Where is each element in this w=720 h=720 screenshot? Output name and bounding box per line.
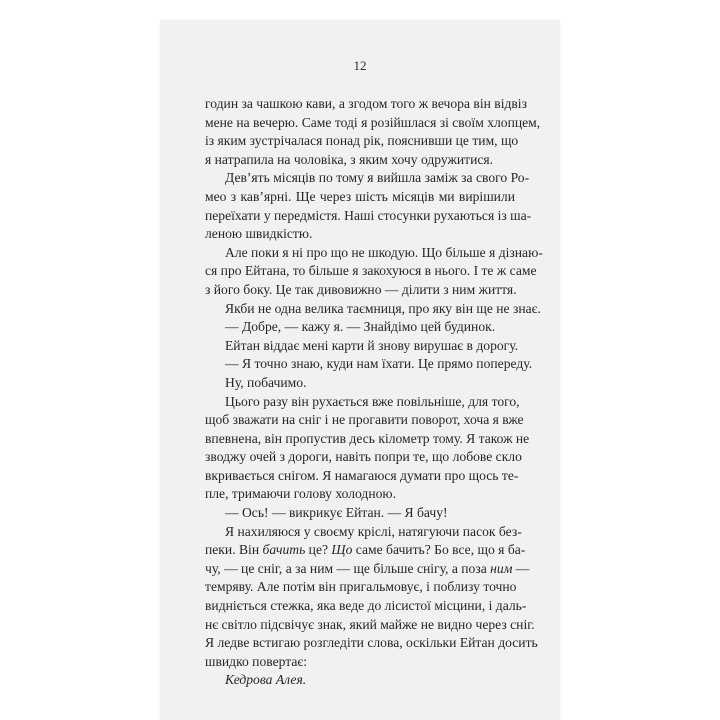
text-line: Цього разу він рухається вже повільніше, для того, xyxy=(225,393,520,409)
book-page xyxy=(160,20,560,720)
text-line: мене на вечерю. Саме тоді я розійшлася зі своїм хлопцем, xyxy=(205,114,541,130)
text-line: Я нахиляюся у своєму кріслі, натягуючи пасок без- xyxy=(225,523,522,539)
text-line: — Ось! — викрикує Ейтан. — Я бачу! xyxy=(225,505,448,521)
text-line: Але поки я ні про що не шкодую. Що більше я дізнаю- xyxy=(225,244,543,260)
text-line: Ейтан віддає мені карти й знову вирушає в дорогу. xyxy=(225,337,519,353)
text-line: щоб зважати на сніг і не прогавити поворот, хоча я вже xyxy=(205,412,524,428)
text-line: вкривається снігом. Я намагаюся думати про щось те- xyxy=(205,467,519,483)
text-line: мео з кав’ярні. Ще через шість місяців ми вирішили xyxy=(205,188,515,204)
text-line: ся про Ейтана, то більше я закохуюся в нього. І те ж саме xyxy=(205,263,537,279)
text-line: видніється стежка, яка веде до лісистої місцини, і даль- xyxy=(205,598,527,614)
text-line: чу, — це сніг, а за ним — ще більше снігу, а поза ним — xyxy=(205,560,530,576)
text-line: — Я точно знаю, куди нам їхати. Це прямо попереду. xyxy=(225,356,533,372)
text-line: нє світло підсвічує знак, який майже не видно через сніг. xyxy=(205,616,535,632)
text-line: впевнена, він пропустив десь кілометр тому. Я також не xyxy=(205,430,530,446)
text-line: я натрапила на чоловіка, з яким хочу одружитися. xyxy=(205,151,494,167)
page-number: 12 xyxy=(353,58,367,73)
text-line: Ну, побачимо. xyxy=(225,374,307,390)
text-line: пеки. Він бачить це? Що саме бачить? Бо все, що я ба- xyxy=(205,542,526,558)
text-line: годин за чашкою кави, а згодом того ж вечора він відвіз xyxy=(205,96,527,111)
text-line: Я ледве встигаю розгледіти слова, оскільки Ейтан досить xyxy=(205,635,538,651)
text-line: леною швидкістю. xyxy=(205,226,313,242)
text-line: з його боку. Це так дивовижно — ділити з ним життя. xyxy=(205,281,517,297)
text-line: переїхати у передмістя. Наші стосунки рухаються із ша- xyxy=(205,207,532,223)
text-line: пле, тримаючи голову холодною. xyxy=(205,486,396,502)
text-line: зводжу очей з дороги, навіть попри те, що лобове скло xyxy=(205,449,522,465)
text-line: Дев’ять місяців по тому я вийшла заміж за свого Ро- xyxy=(225,170,530,186)
text-line: швидко повертає: xyxy=(205,653,307,669)
text-line: Кедрова Алея. xyxy=(225,672,307,688)
text-line: темряву. Але потім він пригальмовує, і поблизу точно xyxy=(205,579,517,595)
body-text xyxy=(205,95,543,690)
text-line: із яким зустрічалася понад рік, пояснивши це тим, що xyxy=(205,133,519,149)
text-line: Якби не одна велика таємниця, про яку він ще не знає. xyxy=(225,300,541,316)
text-line: — Добре, — кажу я. — Знайдімо цей будинок. xyxy=(225,319,496,335)
